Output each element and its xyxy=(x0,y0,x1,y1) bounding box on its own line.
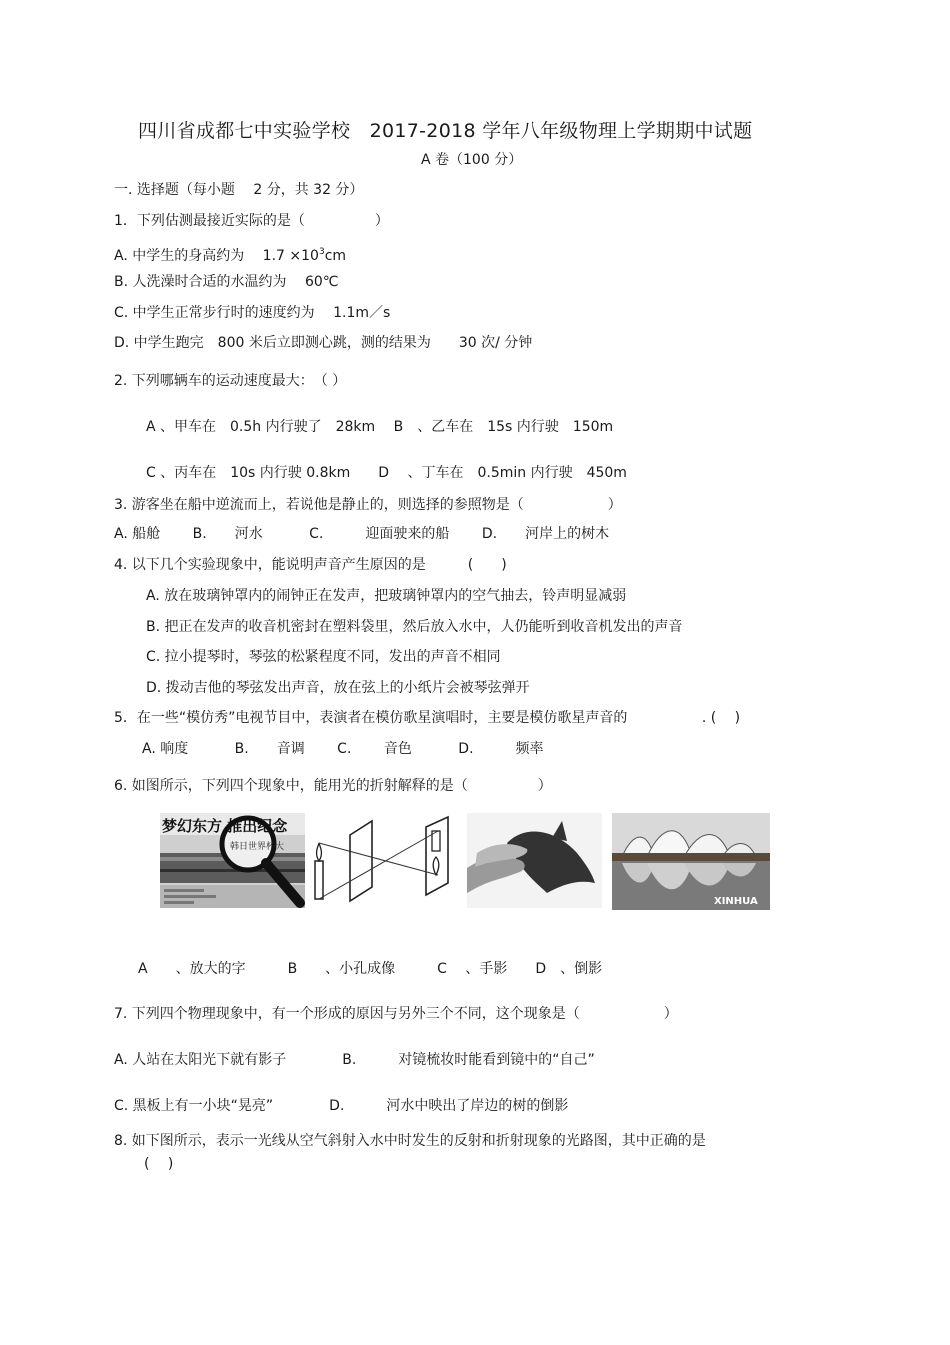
question-1-option-c: C. 中学生正常步行时的速度约为 1.1m／s xyxy=(114,305,391,321)
question-4-option-a: A. 放在玻璃钟罩内的闹钟正在发声，把玻璃钟罩内的空气抽去，铃声明显减弱 xyxy=(146,588,627,604)
question-5-options: A. 响度 B. 音调 C. 音色 D. 频率 xyxy=(142,741,544,757)
hand-shadow-photo xyxy=(467,813,602,908)
newspaper-headline: 梦幻东方 推出纪念 xyxy=(162,817,288,835)
question-1-stem: 1．下列估测最接近实际的是（ ） xyxy=(114,213,389,229)
question-7-options-ab: A. 人站在太阳光下就有影子 B. 对镜梳妆时能看到镜中的“自己” xyxy=(114,1052,595,1068)
question-7-stem: 7. 下列四个物理现象中，有一个形成的原因与另外三个不同，这个现象是（ ） xyxy=(114,1006,678,1022)
option-a-exponent: 3 xyxy=(318,247,325,257)
page-subtitle: A 卷（100 分） xyxy=(421,152,523,168)
section-heading: 一. 选择题（每小题 2 分，共 32 分） xyxy=(114,182,364,198)
question-7-options-cd: C. 黑板上有一小块“晃亮” D. 河水中映出了岸边的树的倒影 xyxy=(114,1098,569,1114)
question-6-stem: 6. 如图所示，下列四个现象中，能用光的折射解释的是（ ） xyxy=(114,778,552,794)
question-3-options: A. 船舱 B. 河水 C. 迎面驶来的船 D. 河岸上的树木 xyxy=(114,526,610,542)
question-4-option-b: B. 把正在发声的收音机密封在塑料袋里，然后放入水中，人仍能听到收音机发出的声音 xyxy=(146,619,683,635)
newspaper-subline: 韩日世界杯大 xyxy=(230,842,285,852)
question-5-stem: 5．在一些“模仿秀”电视节目中，表演者在模仿歌星演唱时，主要是模仿歌星声音的 . ( ) xyxy=(114,710,741,726)
question-1-option-d: D. 中学生跑完 800 米后立即测心跳，测的结果为 30 次/ 分钟 xyxy=(114,335,533,351)
figure-b-pinhole-diagram xyxy=(310,813,460,908)
question-2-options-ab: A 、甲车在 0.5h 内行驶了 28km B 、乙车在 15s 内行驶 150m xyxy=(146,419,614,435)
page-title: 四川省成都七中实验学校 2017-2018 学年八年级物理上学期期中试题 xyxy=(138,120,753,142)
question-4-option-d: D. 拨动吉他的琴弦发出声音，放在弦上的小纸片会被琴弦弹开 xyxy=(146,680,530,696)
figure-d-reflection-photo xyxy=(612,813,770,910)
question-8-bracket: ( ) xyxy=(144,1156,174,1172)
question-3-stem: 3. 游客坐在船中逆流而上，若说他是静止的，则选择的参照物是（ ） xyxy=(114,497,622,513)
figure-a-magnified-text xyxy=(160,813,305,908)
question-6-captions: A 、放大的字 B 、小孔成像 C 、手影 D 、倒影 xyxy=(138,961,603,977)
opera-house-photo xyxy=(612,813,770,910)
question-2-stem: 2. 下列哪辆车的运动速度最大： （ ） xyxy=(114,373,347,389)
pinhole-diagram xyxy=(310,813,460,908)
option-a-main: A. 中学生的身高约为 1.7 ×10 xyxy=(114,248,319,264)
question-1-option-b: B. 人洗澡时合适的水温约为 60℃ xyxy=(114,274,339,290)
question-2-options-cd: C 、丙车在 10s 内行驶 0.8km D 、丁车在 0.5min 内行驶 450m xyxy=(146,465,627,481)
figure-c-hand-shadow xyxy=(467,813,602,908)
question-8-stem: 8. 如下图所示，表示一光线从空气斜射入水中时发生的反射和折射现象的光路图，其中正确的是 xyxy=(114,1133,706,1149)
question-1-option-a xyxy=(114,243,346,265)
question-4-stem: 4. 以下几个实验现象中，能说明声音产生原因的是 ( ) xyxy=(114,557,507,573)
question-4-option-c: C. 拉小提琴时，琴弦的松紧程度不同，发出的声音不相同 xyxy=(146,649,501,665)
option-a-unit: cm xyxy=(324,248,347,264)
photo-watermark: XINHUA xyxy=(714,896,758,907)
magnifier-photo xyxy=(160,813,305,908)
